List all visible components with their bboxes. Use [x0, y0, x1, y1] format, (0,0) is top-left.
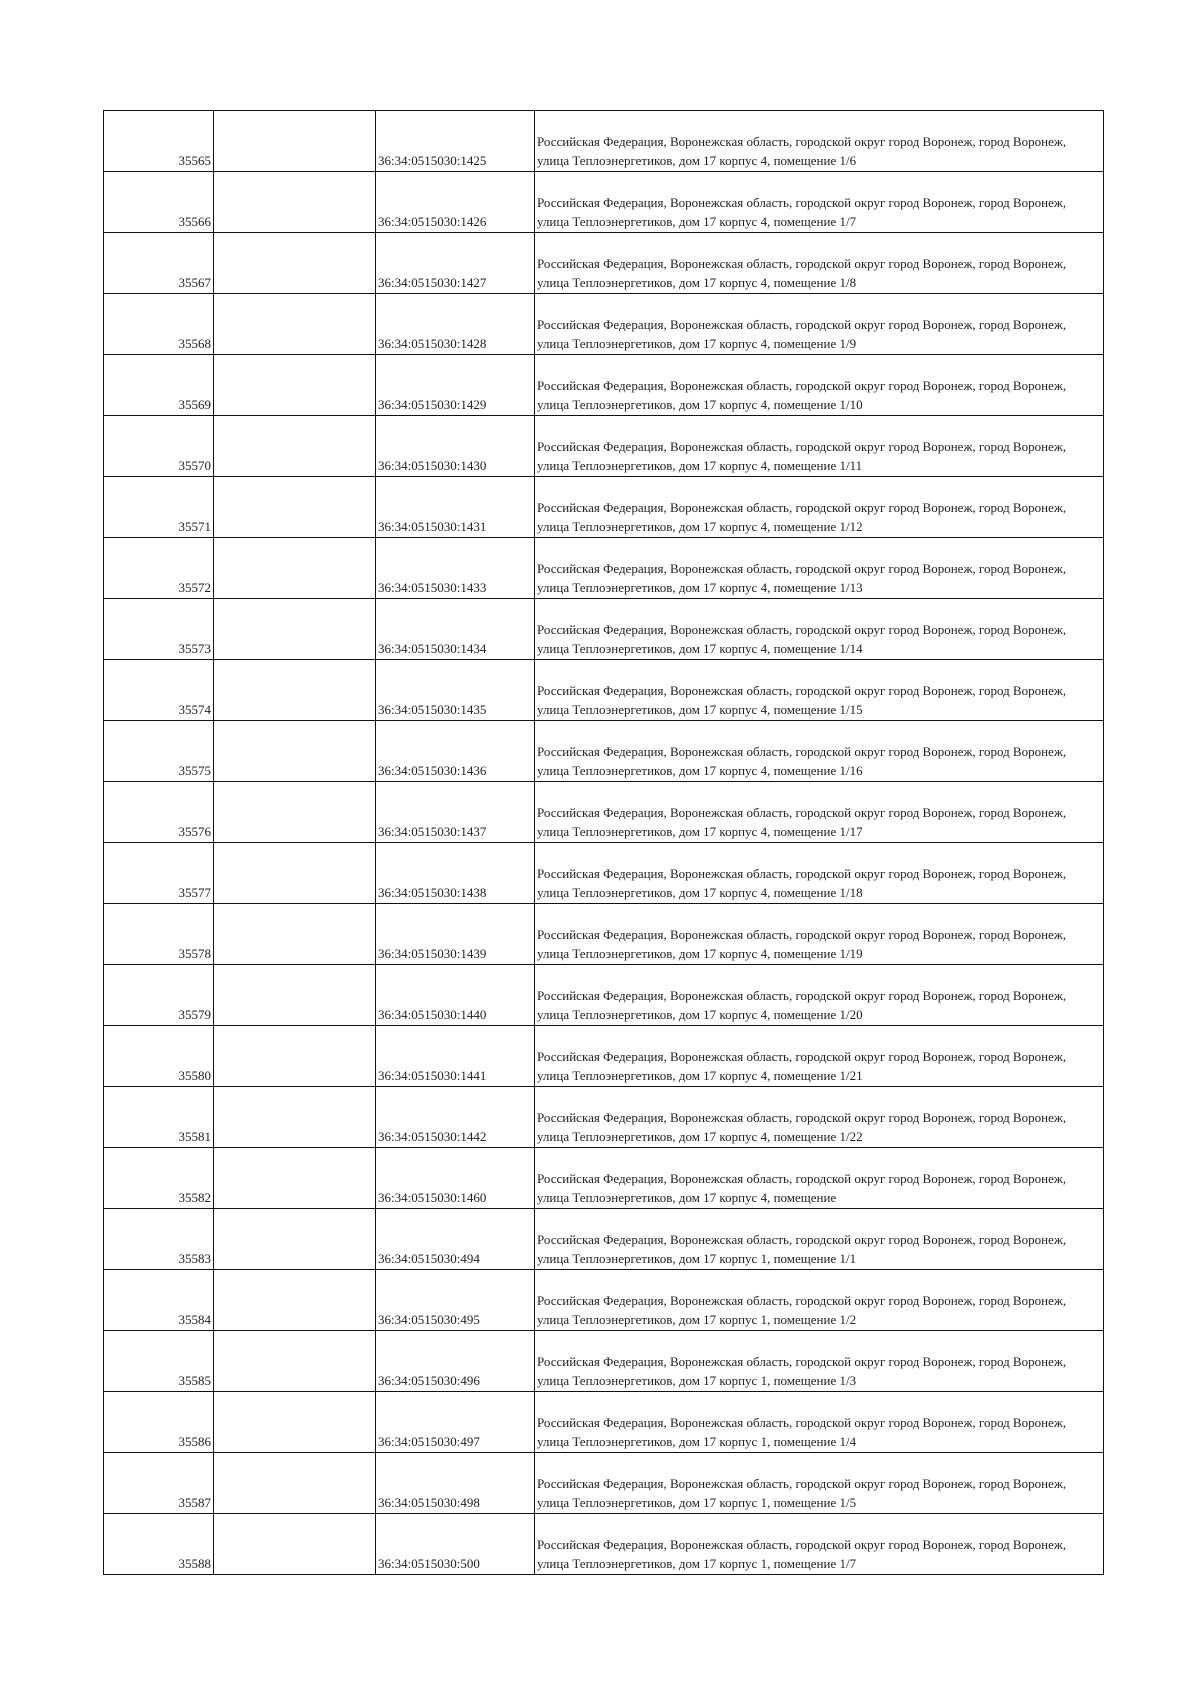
row-number: 35582: [104, 1148, 214, 1209]
empty-cell: [214, 477, 376, 538]
empty-cell: [214, 1270, 376, 1331]
row-number: 35567: [104, 233, 214, 294]
empty-cell: [214, 294, 376, 355]
empty-cell: [214, 1087, 376, 1148]
empty-cell: [214, 355, 376, 416]
table-row: [104, 904, 1104, 965]
empty-cell: [214, 599, 376, 660]
cadastral-number: 36:34:0515030:1460: [376, 1148, 535, 1209]
cadastral-number: 36:34:0515030:1436: [376, 721, 535, 782]
table-row: [104, 294, 1104, 355]
table-row: [104, 1209, 1104, 1270]
table-row: [104, 1331, 1104, 1392]
cadastral-number: 36:34:0515030:1429: [376, 355, 535, 416]
table-row: [104, 416, 1104, 477]
address: Российская Федерация, Воронежская область, городской округ город Воронеж, город Воронеж, улица Теплоэнергетиков, дом 17 корпус 1, помещение 1/5: [535, 1453, 1104, 1514]
empty-cell: [214, 843, 376, 904]
table-row: [104, 172, 1104, 233]
address: Российская Федерация, Воронежская область, городской округ город Воронеж, город Воронеж, улица Теплоэнергетиков, дом 17 корпус 4, помещение 1/12: [535, 477, 1104, 538]
table-row: [104, 111, 1104, 172]
address: Российская Федерация, Воронежская область, городской округ город Воронеж, город Воронеж, улица Теплоэнергетиков, дом 17 корпус 4, помещение 1/7: [535, 172, 1104, 233]
address: Российская Федерация, Воронежская область, городской округ город Воронеж, город Воронеж, улица Теплоэнергетиков, дом 17 корпус 4, помещение: [535, 1148, 1104, 1209]
cadastral-number: 36:34:0515030:1438: [376, 843, 535, 904]
empty-cell: [214, 782, 376, 843]
cadastral-number: 36:34:0515030:1431: [376, 477, 535, 538]
address: Российская Федерация, Воронежская область, городской округ город Воронеж, город Воронеж, улица Теплоэнергетиков, дом 17 корпус 1, помещение 1/1: [535, 1209, 1104, 1270]
empty-cell: [214, 172, 376, 233]
row-number: 35570: [104, 416, 214, 477]
cadastral-number: 36:34:0515030:1435: [376, 660, 535, 721]
row-number: 35580: [104, 1026, 214, 1087]
address: Российская Федерация, Воронежская область, городской округ город Воронеж, город Воронеж, улица Теплоэнергетиков, дом 17 корпус 4, помещение 1/20: [535, 965, 1104, 1026]
cadastral-number: 36:34:0515030:1439: [376, 904, 535, 965]
row-number: 35565: [104, 111, 214, 172]
row-number: 35568: [104, 294, 214, 355]
row-number: 35573: [104, 599, 214, 660]
row-number: 35579: [104, 965, 214, 1026]
row-number: 35578: [104, 904, 214, 965]
table-row: [104, 721, 1104, 782]
empty-cell: [214, 1514, 376, 1575]
address: Российская Федерация, Воронежская область, городской округ город Воронеж, город Воронеж, улица Теплоэнергетиков, дом 17 корпус 4, помещение 1/9: [535, 294, 1104, 355]
row-number: 35588: [104, 1514, 214, 1575]
cadastral-number: 36:34:0515030:497: [376, 1392, 535, 1453]
address: Российская Федерация, Воронежская область, городской округ город Воронеж, город Воронеж, улица Теплоэнергетиков, дом 17 корпус 4, помещение 1/8: [535, 233, 1104, 294]
empty-cell: [214, 233, 376, 294]
cadastral-number: 36:34:0515030:1440: [376, 965, 535, 1026]
table-row: [104, 1148, 1104, 1209]
address: Российская Федерация, Воронежская область, городской округ город Воронеж, город Воронеж, улица Теплоэнергетиков, дом 17 корпус 1, помещение 1/2: [535, 1270, 1104, 1331]
row-number: 35587: [104, 1453, 214, 1514]
empty-cell: [214, 1026, 376, 1087]
row-number: 35583: [104, 1209, 214, 1270]
row-number: 35581: [104, 1087, 214, 1148]
row-number: 35572: [104, 538, 214, 599]
table-row: [104, 477, 1104, 538]
table-row: [104, 538, 1104, 599]
row-number: 35586: [104, 1392, 214, 1453]
table-row: [104, 1026, 1104, 1087]
address: Российская Федерация, Воронежская область, городской округ город Воронеж, город Воронеж, улица Теплоэнергетиков, дом 17 корпус 4, помещение 1/11: [535, 416, 1104, 477]
table-row: [104, 1453, 1104, 1514]
table-row: [104, 599, 1104, 660]
row-number: 35574: [104, 660, 214, 721]
table-row: [104, 1270, 1104, 1331]
empty-cell: [214, 1453, 376, 1514]
cadastral-number: 36:34:0515030:495: [376, 1270, 535, 1331]
cadastral-number: 36:34:0515030:1430: [376, 416, 535, 477]
cadastral-number: 36:34:0515030:1425: [376, 111, 535, 172]
row-number: 35569: [104, 355, 214, 416]
row-number: 35571: [104, 477, 214, 538]
cadastral-number: 36:34:0515030:500: [376, 1514, 535, 1575]
table-row: [104, 355, 1104, 416]
cadastral-number: 36:34:0515030:1434: [376, 599, 535, 660]
cadastral-number: 36:34:0515030:496: [376, 1331, 535, 1392]
table-row: [104, 1392, 1104, 1453]
empty-cell: [214, 111, 376, 172]
empty-cell: [214, 416, 376, 477]
cadastral-number: 36:34:0515030:1433: [376, 538, 535, 599]
table-row: [104, 843, 1104, 904]
cadastral-number: 36:34:0515030:1437: [376, 782, 535, 843]
row-number: 35576: [104, 782, 214, 843]
empty-cell: [214, 1148, 376, 1209]
table-row: [104, 1514, 1104, 1575]
address: Российская Федерация, Воронежская область, городской округ город Воронеж, город Воронеж, улица Теплоэнергетиков, дом 17 корпус 4, помещение 1/21: [535, 1026, 1104, 1087]
registry-table-body: [104, 111, 1104, 1575]
row-number: 35566: [104, 172, 214, 233]
table-row: [104, 782, 1104, 843]
address: Российская Федерация, Воронежская область, городской округ город Воронеж, город Воронеж, улица Теплоэнергетиков, дом 17 корпус 4, помещение 1/15: [535, 660, 1104, 721]
cadastral-number: 36:34:0515030:1442: [376, 1087, 535, 1148]
cadastral-number: 36:34:0515030:1427: [376, 233, 535, 294]
empty-cell: [214, 904, 376, 965]
cadastral-number: 36:34:0515030:1441: [376, 1026, 535, 1087]
empty-cell: [214, 1392, 376, 1453]
address: Российская Федерация, Воронежская область, городской округ город Воронеж, город Воронеж, улица Теплоэнергетиков, дом 17 корпус 4, помещение 1/16: [535, 721, 1104, 782]
empty-cell: [214, 1209, 376, 1270]
table-row: [104, 965, 1104, 1026]
address: Российская Федерация, Воронежская область, городской округ город Воронеж, город Воронеж, улица Теплоэнергетиков, дом 17 корпус 4, помещение 1/14: [535, 599, 1104, 660]
address: Российская Федерация, Воронежская область, городской округ город Воронеж, город Воронеж, улица Теплоэнергетиков, дом 17 корпус 4, помещение 1/6: [535, 111, 1104, 172]
address: Российская Федерация, Воронежская область, городской округ город Воронеж, город Воронеж, улица Теплоэнергетиков, дом 17 корпус 4, помещение 1/10: [535, 355, 1104, 416]
row-number: 35585: [104, 1331, 214, 1392]
empty-cell: [214, 721, 376, 782]
address: Российская Федерация, Воронежская область, городской округ город Воронеж, город Воронеж, улица Теплоэнергетиков, дом 17 корпус 4, помещение 1/18: [535, 843, 1104, 904]
empty-cell: [214, 1331, 376, 1392]
address: Российская Федерация, Воронежская область, городской округ город Воронеж, город Воронеж, улица Теплоэнергетиков, дом 17 корпус 4, помещение 1/17: [535, 782, 1104, 843]
empty-cell: [214, 538, 376, 599]
cadastral-number: 36:34:0515030:1428: [376, 294, 535, 355]
cadastral-number: 36:34:0515030:498: [376, 1453, 535, 1514]
address: Российская Федерация, Воронежская область, городской округ город Воронеж, город Воронеж, улица Теплоэнергетиков, дом 17 корпус 4, помещение 1/22: [535, 1087, 1104, 1148]
address: Российская Федерация, Воронежская область, городской округ город Воронеж, город Воронеж, улица Теплоэнергетиков, дом 17 корпус 1, помещение 1/4: [535, 1392, 1104, 1453]
row-number: 35577: [104, 843, 214, 904]
empty-cell: [214, 660, 376, 721]
address: Российская Федерация, Воронежская область, городской округ город Воронеж, город Воронеж, улица Теплоэнергетиков, дом 17 корпус 1, помещение 1/7: [535, 1514, 1104, 1575]
registry-table: [103, 110, 1104, 1575]
empty-cell: [214, 965, 376, 1026]
address: Российская Федерация, Воронежская область, городской округ город Воронеж, город Воронеж, улица Теплоэнергетиков, дом 17 корпус 4, помещение 1/19: [535, 904, 1104, 965]
address: Российская Федерация, Воронежская область, городской округ город Воронеж, город Воронеж, улица Теплоэнергетиков, дом 17 корпус 1, помещение 1/3: [535, 1331, 1104, 1392]
cadastral-number: 36:34:0515030:1426: [376, 172, 535, 233]
table-row: [104, 233, 1104, 294]
table-row: [104, 1087, 1104, 1148]
row-number: 35575: [104, 721, 214, 782]
row-number: 35584: [104, 1270, 214, 1331]
cadastral-number: 36:34:0515030:494: [376, 1209, 535, 1270]
address: Российская Федерация, Воронежская область, городской округ город Воронеж, город Воронеж, улица Теплоэнергетиков, дом 17 корпус 4, помещение 1/13: [535, 538, 1104, 599]
table-row: [104, 660, 1104, 721]
